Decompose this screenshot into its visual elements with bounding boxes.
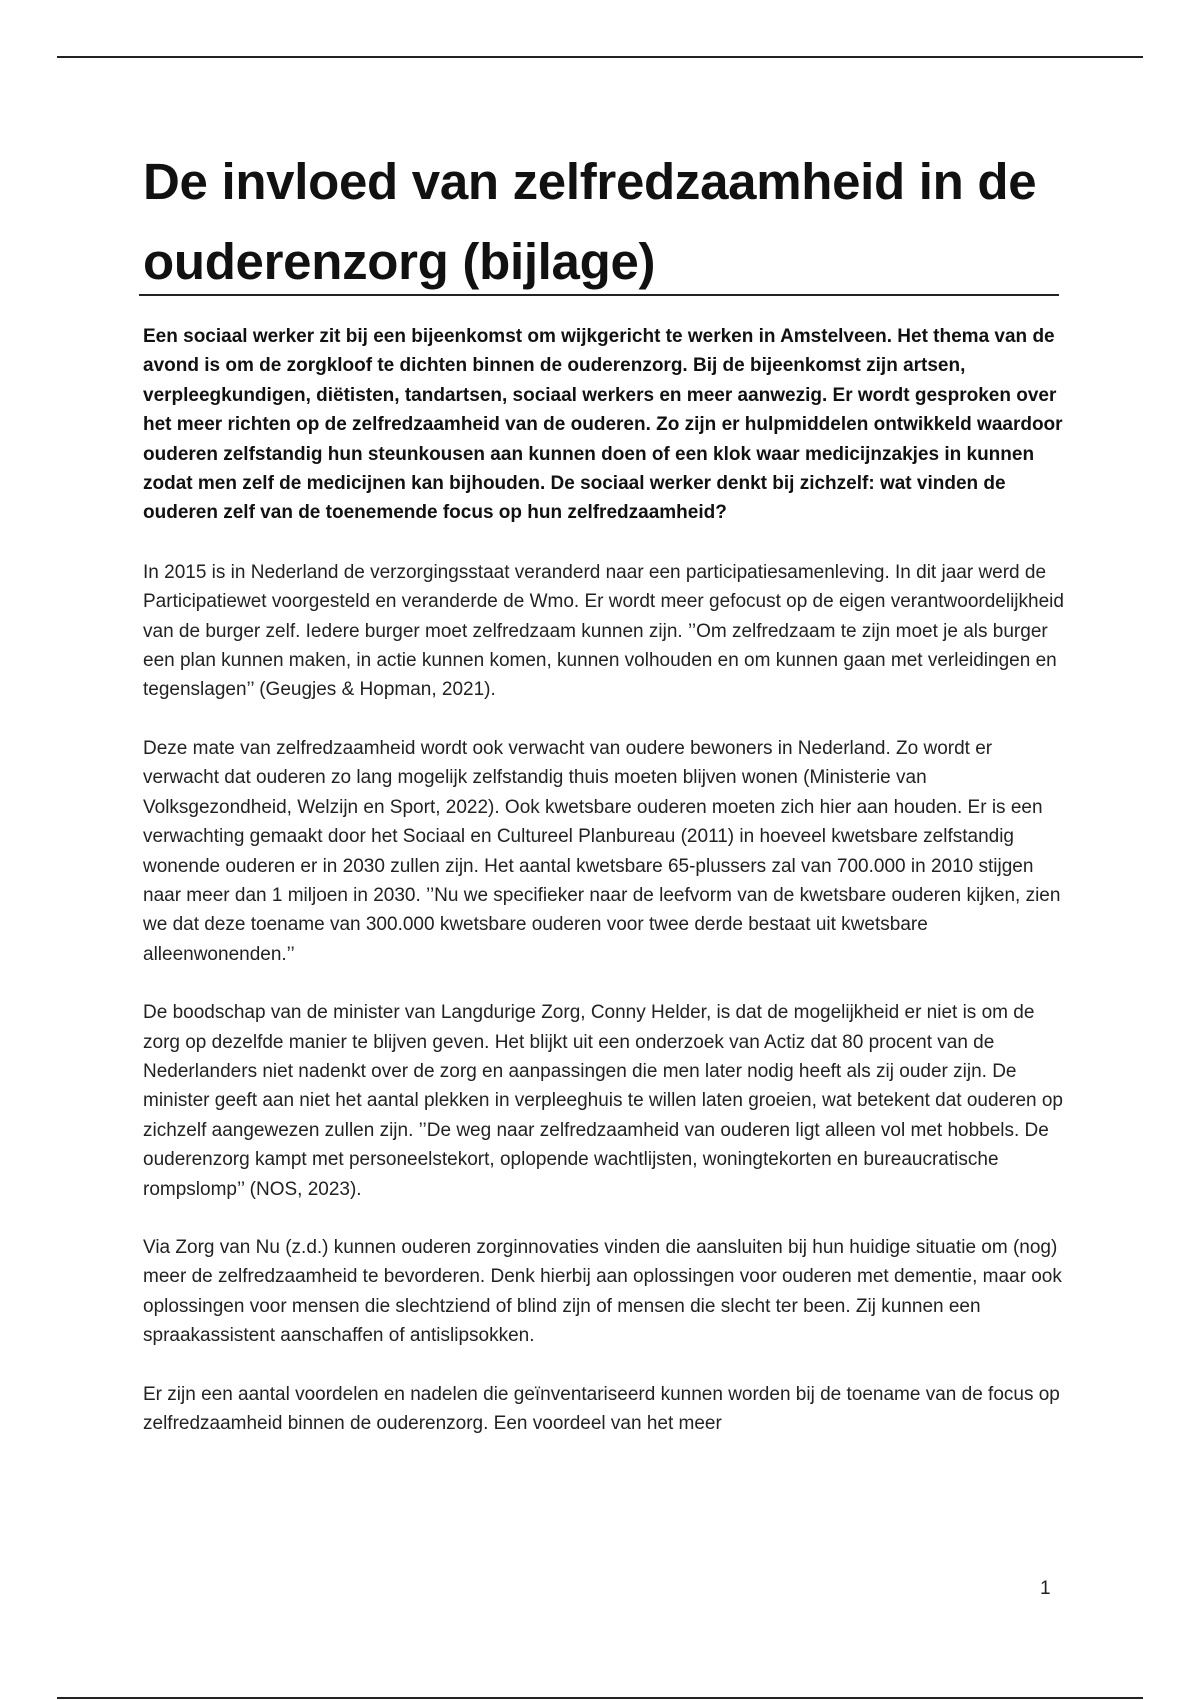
- document-title: De invloed van zelfredzaamheid in de ouderenzorg (bijlage): [143, 153, 1037, 290]
- title-underline: [139, 294, 1059, 296]
- body-paragraph-1: In 2015 is in Nederland de verzorgingsstaat veranderd naar een participatiesamenleving. In dit jaar werd de Participatiewet voorgesteld en veranderde de Wmo. Er wordt meer gefocust op de eigen verantwoordelijkheid van de burger zelf. Iedere burger moet zelfredzaam kunnen zijn. ’’Om zelfredzaam te zijn moet je als burger een plan kunnen maken, in actie kunnen komen, kunnen volhouden en om kunnen gaan met verleidingen en tegenslagen’’ (Geugjes & Hopman, 2021).: [143, 561, 1064, 701]
- body-paragraph-2: Deze mate van zelfredzaamheid wordt ook verwacht van oudere bewoners in Nederland. Zo wordt er verwacht dat ouderen zo lang mogelijk zelfstandig thuis moeten blijven wonen (Ministerie van Volksgezondheid, Welzijn en Sport, 2022). Ook kwetsbare ouderen moeten zich hier aan houden. Er is een verwachting gemaakt door het Sociaal en Cultureel Planbureau (2011) in hoeveel kwetsbare zelfstandig wonende ouderen er in 2030 zullen zijn. Het aantal kwetsbare 65-plussers zal van 700.000 in 2010 stijgen naar meer dan 1 miljoen in 2030. ’’Nu we specifieker naar de leefvorm van de kwetsbare ouderen kijken, zien we dat deze toename van 300.000 kwetsbare ouderen voor twee derde bestaat uit kwetsbare alleenwonenden.’’: [143, 737, 1061, 965]
- body-paragraph-3: De boodschap van de minister van Langdurige Zorg, Conny Helder, is dat de mogelijkheid er niet is om de zorg op dezelfde manier te blijven geven. Het blijkt uit een onderzoek van Actiz dat 80 procent van de Nederlanders niet nadenkt over de zorg en aanpassingen die men later nodig heeft als zij ouder zijn. De minister geeft aan niet het aantal plekken in verpleeghuis te willen laten groeien, wat betekent dat ouderen op zichzelf aangewezen zullen zijn. ’’De weg naar zelfredzaamheid van ouderen ligt alleen vol met hobbels. De ouderenzorg kampt met personeelstekort, oplopende wachtlijsten, woningtekorten en bureaucratische rompslomp’’ (NOS, 2023).: [143, 1002, 1063, 1200]
- document-body: [143, 322, 1068, 1467]
- page-number: 1: [1040, 1578, 1051, 1599]
- body-paragraph-4: Via Zorg van Nu (z.d.) kunnen ouderen zorginnovaties vinden die aansluiten bij hun huidige situatie om (nog) meer de zelfredzaamheid te bevorderen. Denk hierbij aan oplossingen voor ouderen met dementie, maar ook oplossingen voor mensen die slechtziend of blind zijn of mensen die slecht ter been. Zij kunnen een spraakassistent aanschaffen of antislipsokken.: [143, 1236, 1062, 1347]
- body-paragraph-5: Er zijn een aantal voordelen en nadelen die geïnventariseerd kunnen worden bij de toename van de focus op zelfredzaamheid binnen de ouderenzorg. Een voordeel van het meer: [143, 1383, 1060, 1434]
- intro-paragraph: Een sociaal werker zit bij een bijeenkomst om wijkgericht te werken in Amstelveen. Het thema van de avond is om de zorgkloof te dichten binnen de ouderenzorg. Bij de bijeenkomst zijn artsen, verpleegkundigen, diëtisten, tandartsen, sociaal werkers en meer aanwezig. Er wordt gesproken over het meer richten op de zelfredzaamheid van de ouderen. Zo zijn er hulpmiddelen ontwikkeld waardoor ouderen zelfstandig hun steunkousen aan kunnen doen of een klok waar medicijnzakjes in kunnen zodat men zelf de medicijnen kan bijhouden. De sociaal werker denkt bij zichzelf: wat vinden de ouderen zelf van de toenemende focus op hun zelfredzaamheid?: [143, 326, 1063, 524]
- page-bottom-rule: [57, 1697, 1143, 1699]
- page-top-rule: [57, 56, 1143, 58]
